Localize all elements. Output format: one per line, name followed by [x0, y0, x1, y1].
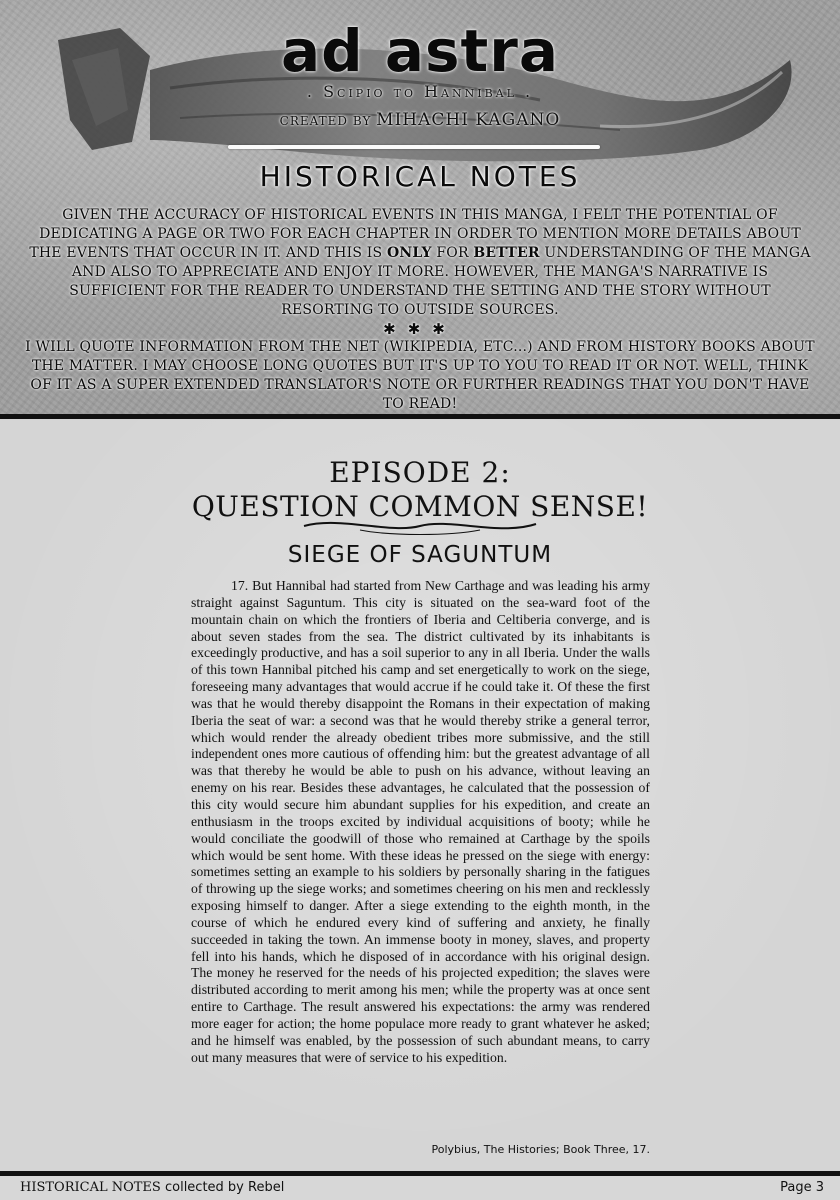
intro-paragraph — [22, 206, 818, 321]
footer-rule — [0, 1171, 840, 1176]
quote-note: I WILL QUOTE INFORMATION FROM THE NET (WIKIPEDIA, ETC...) AND FROM HISTORY BOOKS ABOUT THE MATTER. I MAY CHOOSE LONG QUOTES BUT IT'S UP TO YOU TO READ IT OR NOT. WELL, THINK OF IT AS A SUPER EXTENDED TRANSLATOR'S NOTE OR FURTHER READINGS THAT YOU DON'T HAVE TO READ! — [25, 338, 815, 412]
intro-text-3: UNDERSTANDING OF THE MANGA AND ALSO TO APPRECIATE AND ENJOY IT MORE. HOWEVER, THE MANGA'S NARRATIVE IS SUFFICIENT FOR THE READER TO UNDERSTAND THE SETTING AND THE STORY WITHOUT RESORTING TO OUTSIDE SOURCES. — [69, 245, 811, 319]
article-body — [191, 578, 650, 1066]
header-banner — [0, 0, 840, 416]
episode-title: QUESTION COMMON SENSE! — [191, 490, 649, 523]
intro-emphasis-better: BETTER — [473, 245, 540, 262]
notes-title: HISTORICAL NOTES — [259, 160, 581, 193]
intro-emphasis-only: ONLY — [386, 245, 432, 262]
footer-collected-by: collected by Rebel — [160, 1180, 285, 1195]
citation: Polybius, The Histories; Book Three, 17. — [431, 1143, 650, 1156]
footer-credit — [20, 1180, 284, 1195]
manga-subtitle: . Scipio to Hannibal . — [306, 82, 534, 101]
article-paragraph: 17. But Hannibal had started from New Carthage and was leading his army straight against Saguntum. This city is situated on the sea-ward foot of the mountain chain on which the frontiers of Iberia and Celtiberia converge, and is about seven stades from the sea. The district cultivated by its inhabitants is exceedingly productive, and has a soil superior to any in all Iberia. Under the walls of this town Hannibal pitched his camp and set energetically to work on the siege, foreseeing many advantages that would accrue if he could take it. Of these the first was that he would thereby disappoint the Romans in their expectation of making Iberia the seat of war: a second was that he would thereby strike a general terror, which would render the already obedient tribes more submissive, and the still independent ones more cautious of offending him: but the greatest advantage of all was that thereby he would be able to push on his advance, without leaving an enemy on his rear. Besides these advantages, he calculated that the possession of this city would secure him abundant supplies for his expedition, and create an enthusiasm in the troops excited by individual acquisitions of booty; while he would conciliate the goodwill of those who remained at Carthage by the spoils which would be sent home. With these ideas he pressed on the siege with energy: sometimes setting an example to his soldiers by personally sharing in the fatigues of throwing up the siege works; and sometimes cheering on his men and recklessly exposing himself to danger. After a siege extending to the eighth month, in the course of which he endured every kind of suffering and anxiety, he finally succeeded in taking the town. An immense booty in money, slaves, and property fell into his hands, which he disposed of in accordance with his original design. The money he reserved for the needs of his projected expedition; the slaves were distributed according to merit among his men; while the property was at once sent entire to Carthage. The result answered his expectations: the army was rendered more eager for action; the home populace more ready to grant whatever he asked; and he himself was enabled, by the possession of such abundant means, to carry out many measures that were of service to his expedition. — [191, 578, 650, 1065]
page-number: Page 3 — [780, 1180, 824, 1195]
footer-notes-label: HISTORICAL NOTES — [20, 1180, 161, 1195]
author-name: MIHACHI KAGANO — [376, 110, 561, 130]
star-separator: ✱✱✱ — [383, 319, 457, 338]
author-credit — [0, 110, 840, 130]
section-title: SIEGE OF SAGUNTUM — [287, 542, 553, 568]
created-by-label: CREATED BY — [279, 114, 372, 128]
episode-label: EPISODE 2: — [329, 456, 511, 489]
title-swash-ornament — [300, 514, 540, 538]
header-rule — [228, 145, 600, 149]
intro-text-2: FOR — [431, 245, 474, 262]
intro-text-1: GIVEN THE ACCURACY OF HISTORICAL EVENTS IN THIS MANGA, I FELT THE POTENTIAL OF DEDICATING A PAGE OR TWO FOR EACH CHAPTER IN ORDER TO MENTION MORE DETAILS ABOUT THE EVENTS THAT OCCUR IN IT. AND THIS IS — [29, 207, 801, 262]
manga-title: ad astra — [281, 17, 559, 85]
